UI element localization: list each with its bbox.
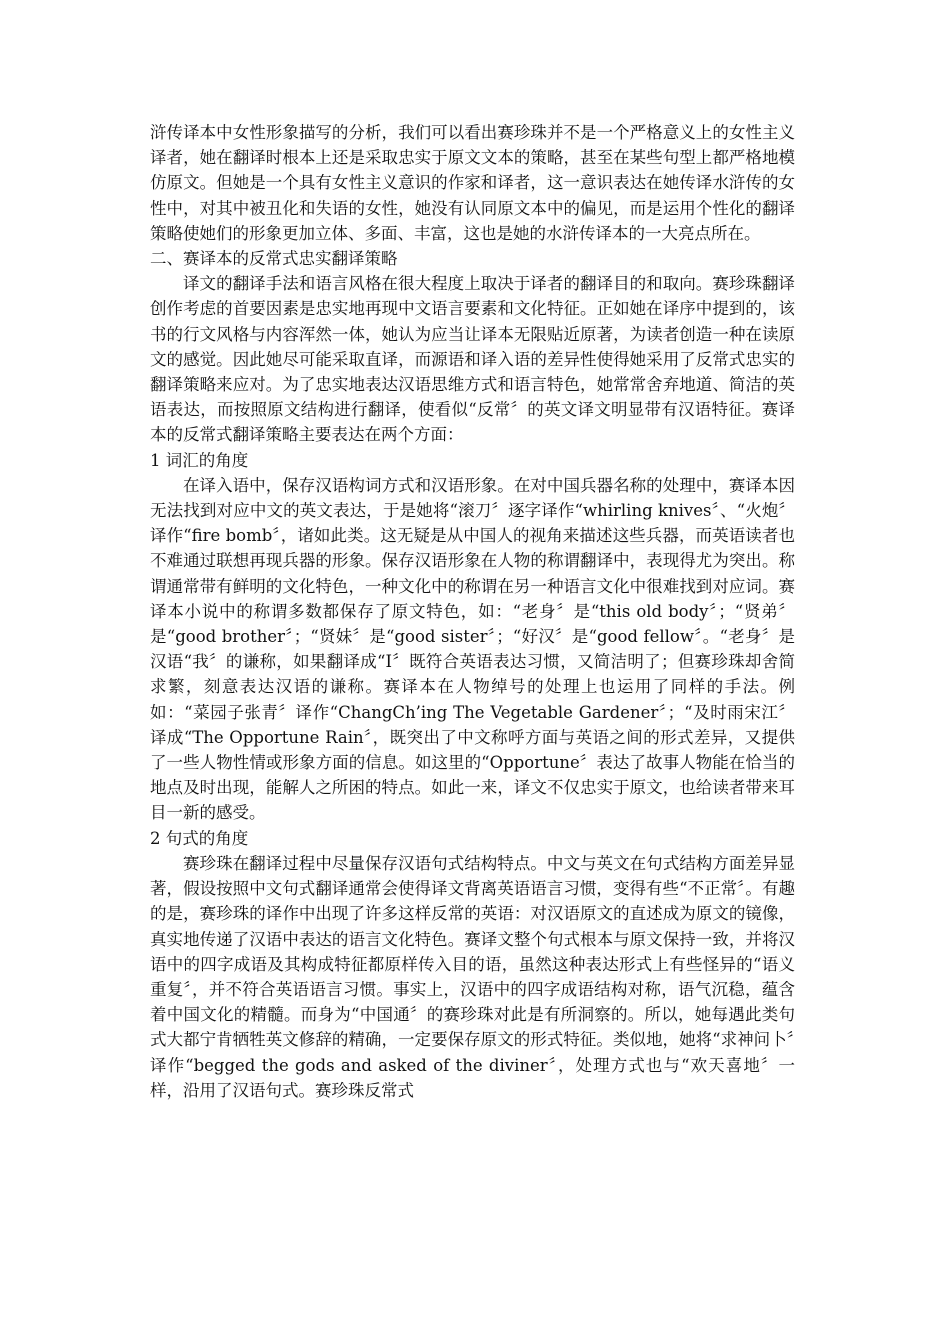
document-page	[150, 120, 795, 1103]
subsection-heading: 1 词汇的角度	[150, 450, 249, 470]
body-paragraph: 赛珍珠在翻译过程中尽量保存汉语句式结构特点。中文与英文在句式结构方面差异显著，假设按照中文句式翻译通常会使得译文背离英语语言习惯，变得有些“不正常〞。有趣的是，赛珍珠的译作中出现了许多这样反常的英语：对汉语原文的直述成为原文的镜像，真实地传递了汉语中表达的语言文化特色。赛译文整个句式根本与原文保持一致，并将汉语中的四字成语及其构成特征都原样传入目的语，虽然这种表达形式上有些怪异的“语义重复〞，并不符合英语语言习惯。事实上，汉语中的四字成语结构对称，语气沉稳，蕴含着中国文化的精髓。而身为“中国通〞的赛珍珠对此是有所洞察的。所以，她每遇此类句式大都宁肯牺牲英文修辞的精确，一定要保存原文的形式特征。类似地，她将“求神问卜〞译作“begged the gods and asked of the diviner〞，处理方式也与“欢天喜地〞一样，沿用了汉语句式。赛珍珠反常式	[150, 853, 795, 1100]
body-paragraph: 译文的翻译手法和语言风格在很大程度上取决于译者的翻译目的和取向。赛珍珠翻译创作考虑的首要因素是忠实地再现中文语言要素和文化特征。正如她在译序中提到的，该书的行文风格与内容浑然一体，她认为应当让译本无限贴近原著，为读者创造一种在读原文的感觉。因此她尽可能采取直译，而源语和译入语的差异性使得她采用了反常式忠实的翻译策略来应对。为了忠实地表达汉语思维方式和语言特色，她常常舍弃地道、简洁的英语表达，而按照原文结构进行翻译，使看似“反常〞的英文译文明显带有汉语特征。赛译本的反常式翻译策略主要表达在两个方面：	[150, 274, 795, 445]
body-paragraph: 浒传译本中女性形象描写的分析，我们可以看出赛珍珠并不是一个严格意义上的女性主义译者，她在翻译时根本上还是采取忠实于原文文本的策略，甚至在某些句型上都严格地模仿原文。但她是一个具有女性主义意识的作家和译者，这一意识表达在她传译水浒传的女性中，对其中被丑化和失语的女性，她没有认同原文本中的偏见，而是运用个性化的翻译策略使她们的形象更加立体、多面、丰富，这也是她的水浒传译本的一大亮点所在。	[150, 123, 795, 243]
subsection-heading: 2 句式的角度	[150, 828, 249, 848]
section-heading: 二、赛译本的反常式忠实翻译策略	[150, 249, 398, 269]
body-paragraph: 在译入语中，保存汉语构词方式和汉语形象。在对中国兵器名称的处理中，赛译本因无法找到对应中文的英文表达，于是她将“滚刀〞逐字译作“whirling knives〞、“火炮〞译作“fire bomb〞，诸如此类。这无疑是从中国人的视角来描述这些兵器，而英语读者也不难通过联想再现兵器的形象。保存汉语形象在人物的称谓翻译中，表现得尤为突出。称谓通常带有鲜明的文化特色，一种文化中的称谓在另一种语言文化中很难找到对应词。赛译本小说中的称谓多数都保存了原文特色，如：“老身〞是“this old body〞；“贤弟〞是“good brother〞；“贤妹〞是“good sister〞；“好汉〞是“good fellow〞。“老身〞是汉语“我〞的谦称，如果翻译成“I〞既符合英语表达习惯，又简洁明了；但赛珍珠却舍简求繁，刻意表达汉语的谦称。赛译本在人物绰号的处理上也运用了同样的手法。例如：“菜园子张青〞译作“ChangCh’ing The Vegetable Gardener〞；“及时雨宋江〞译成“The Opportune Rain〞，既突出了中文称呼方面与英语之间的形式差异，又提供了一些人物性情或形象方面的信息。如这里的“Opportune〞表达了故事人物能在恰当的地点及时出现，能解人之所困的特点。如此一来，译文不仅忠实于原文，也给读者带来耳目一新的感受。	[150, 475, 795, 823]
